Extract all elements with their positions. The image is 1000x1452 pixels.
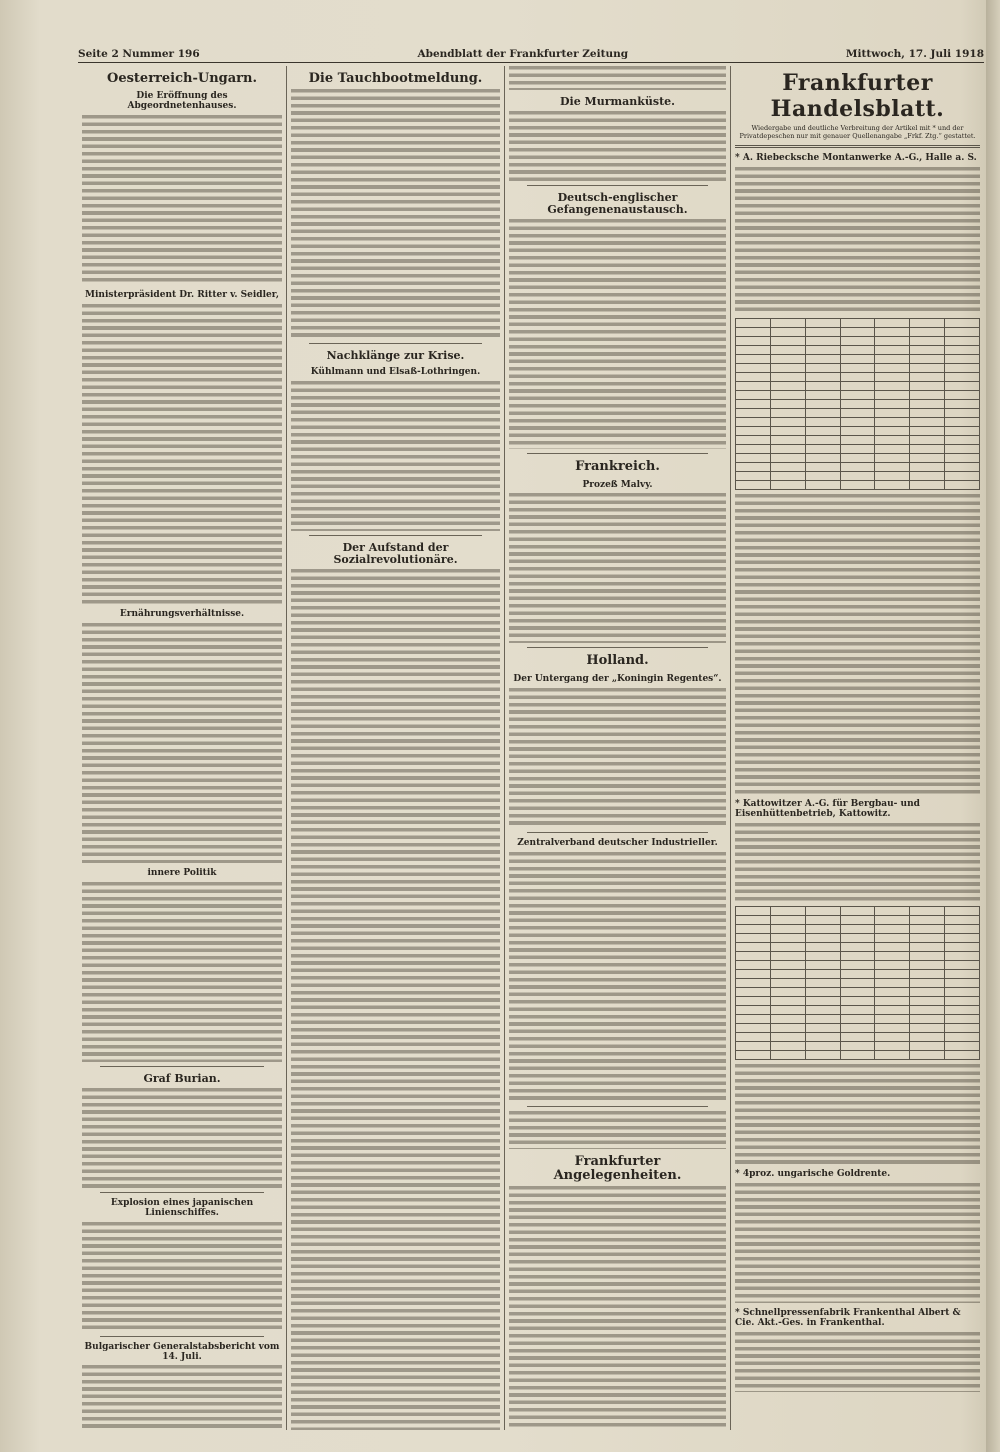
article-text: [509, 111, 726, 181]
article-text: [509, 493, 726, 643]
item-heading-kattowitz: * Kattowitzer A.-G. für Bergbau- und Eisenhüttenbetrieb, Kattowitz.: [735, 799, 920, 820]
article-heading-regent: Der Untergang der „Koningin Regentes“.: [513, 673, 722, 684]
article-text: [291, 381, 500, 531]
page-edge: [986, 0, 1000, 1452]
article-heading-food: Ernährungsverhältnisse.: [119, 608, 245, 619]
article-heading-policy: innere Politik: [147, 867, 217, 878]
article-heading-seidler: Ministerpräsident Dr. Ritter v. Seidler,: [85, 290, 279, 301]
issue-date: Mittwoch, 17. Juli 1918: [845, 48, 984, 60]
article-text: [509, 219, 726, 449]
article-text: [82, 1222, 282, 1332]
divider: [735, 145, 980, 148]
article-heading-industry: Zentralverband deutscher Industrieller.: [517, 837, 718, 848]
divider: [309, 343, 482, 344]
article-heading-crisis: Nachklänge zur Krise.: [326, 349, 465, 363]
item-heading-riebeck: * A. Riebecksche Montanwerke A.-G., Halle a. S.: [735, 153, 977, 164]
article-text: [82, 623, 282, 863]
article-heading-malvy: Prozeß Malvy.: [582, 479, 653, 490]
article-heading-bulgarian: Bulgarischer Generalstabsbericht vom 14. Juli.: [84, 1341, 280, 1362]
column-2: [286, 66, 504, 1430]
article-text: [82, 115, 282, 285]
columns: [78, 66, 984, 1430]
article-text: [509, 1186, 726, 1430]
article-text: [82, 304, 282, 604]
page-header: [78, 46, 984, 63]
article-heading-uboat: Die Tauchbootmeldung.: [308, 71, 483, 86]
article-text: [291, 89, 500, 339]
article-heading-murman: Die Murmanküste.: [559, 95, 675, 108]
article-text: [735, 167, 980, 315]
column-3: [504, 66, 730, 1430]
article-text: [735, 1064, 980, 1164]
article-heading-explosion: Explosion eines japanischen Linienschiffes.: [110, 1197, 254, 1218]
section-heading-holland: Holland.: [586, 653, 649, 669]
article-heading-burian: Graf Burian.: [143, 1071, 221, 1085]
page-number: Seite 2 Nummer 196: [78, 48, 200, 60]
section-heading-france: Frankreich.: [575, 459, 660, 475]
section-subtitle: Wiedergabe und deutliche Verbreitung der Artikel mit * und der Privatdepeschen nur mit genauer Quellenangabe „Frkf. Ztg.“ gestattet.: [739, 124, 976, 141]
article-text: [735, 494, 980, 794]
column-4: [730, 66, 984, 1430]
article-text: [509, 688, 726, 828]
divider: [527, 647, 708, 648]
article-subheading-kuehlmann: Kühlmann und Elsaß-Lothringen.: [310, 367, 481, 378]
article-text: [735, 1183, 980, 1303]
article-text: [509, 66, 726, 90]
divider: [309, 535, 482, 536]
article-text: [735, 1332, 980, 1392]
column-1: [78, 66, 286, 1430]
divider: [100, 1336, 264, 1337]
divider: [100, 1066, 264, 1067]
section-heading-local: Frankfurter Angelegenheiten.: [553, 1153, 682, 1183]
divider: [527, 1106, 708, 1107]
article-text: [291, 569, 500, 1430]
article-heading-exchange: Deutsch-englischer Gefangenenaustausch.: [547, 191, 688, 217]
divider: [100, 1192, 264, 1193]
section-heading-austria: Oesterreich-Ungarn.: [107, 71, 257, 86]
divider: [527, 453, 708, 454]
article-text: [735, 823, 980, 903]
financial-table-2: [735, 906, 980, 1060]
item-heading-goldrente: * 4proz. ungarische Goldrente.: [735, 1168, 891, 1179]
masthead: Abendblatt der Frankfurter Zeitung: [417, 48, 629, 60]
article-heading-revolt: Der Aufstand der Sozialrevolutionäre.: [333, 541, 458, 567]
item-heading-schnellpressen: * Schnellpressenfabrik Frankenthal Albert & Cie. Akt.-Ges. in Frankenthal.: [735, 1307, 961, 1328]
article-text: [509, 852, 726, 1102]
section-title-handelsblatt: Frankfurter Handelsblatt.: [770, 70, 945, 122]
financial-table-1: [735, 318, 980, 490]
article-text: [82, 1365, 282, 1430]
article-text: [82, 1088, 282, 1188]
article-heading-opening: Die Eröffnung des Abgeordnetenhauses.: [127, 91, 237, 112]
divider: [527, 185, 708, 186]
article-text: [82, 882, 282, 1062]
divider: [527, 832, 708, 833]
article-text: [509, 1111, 726, 1149]
